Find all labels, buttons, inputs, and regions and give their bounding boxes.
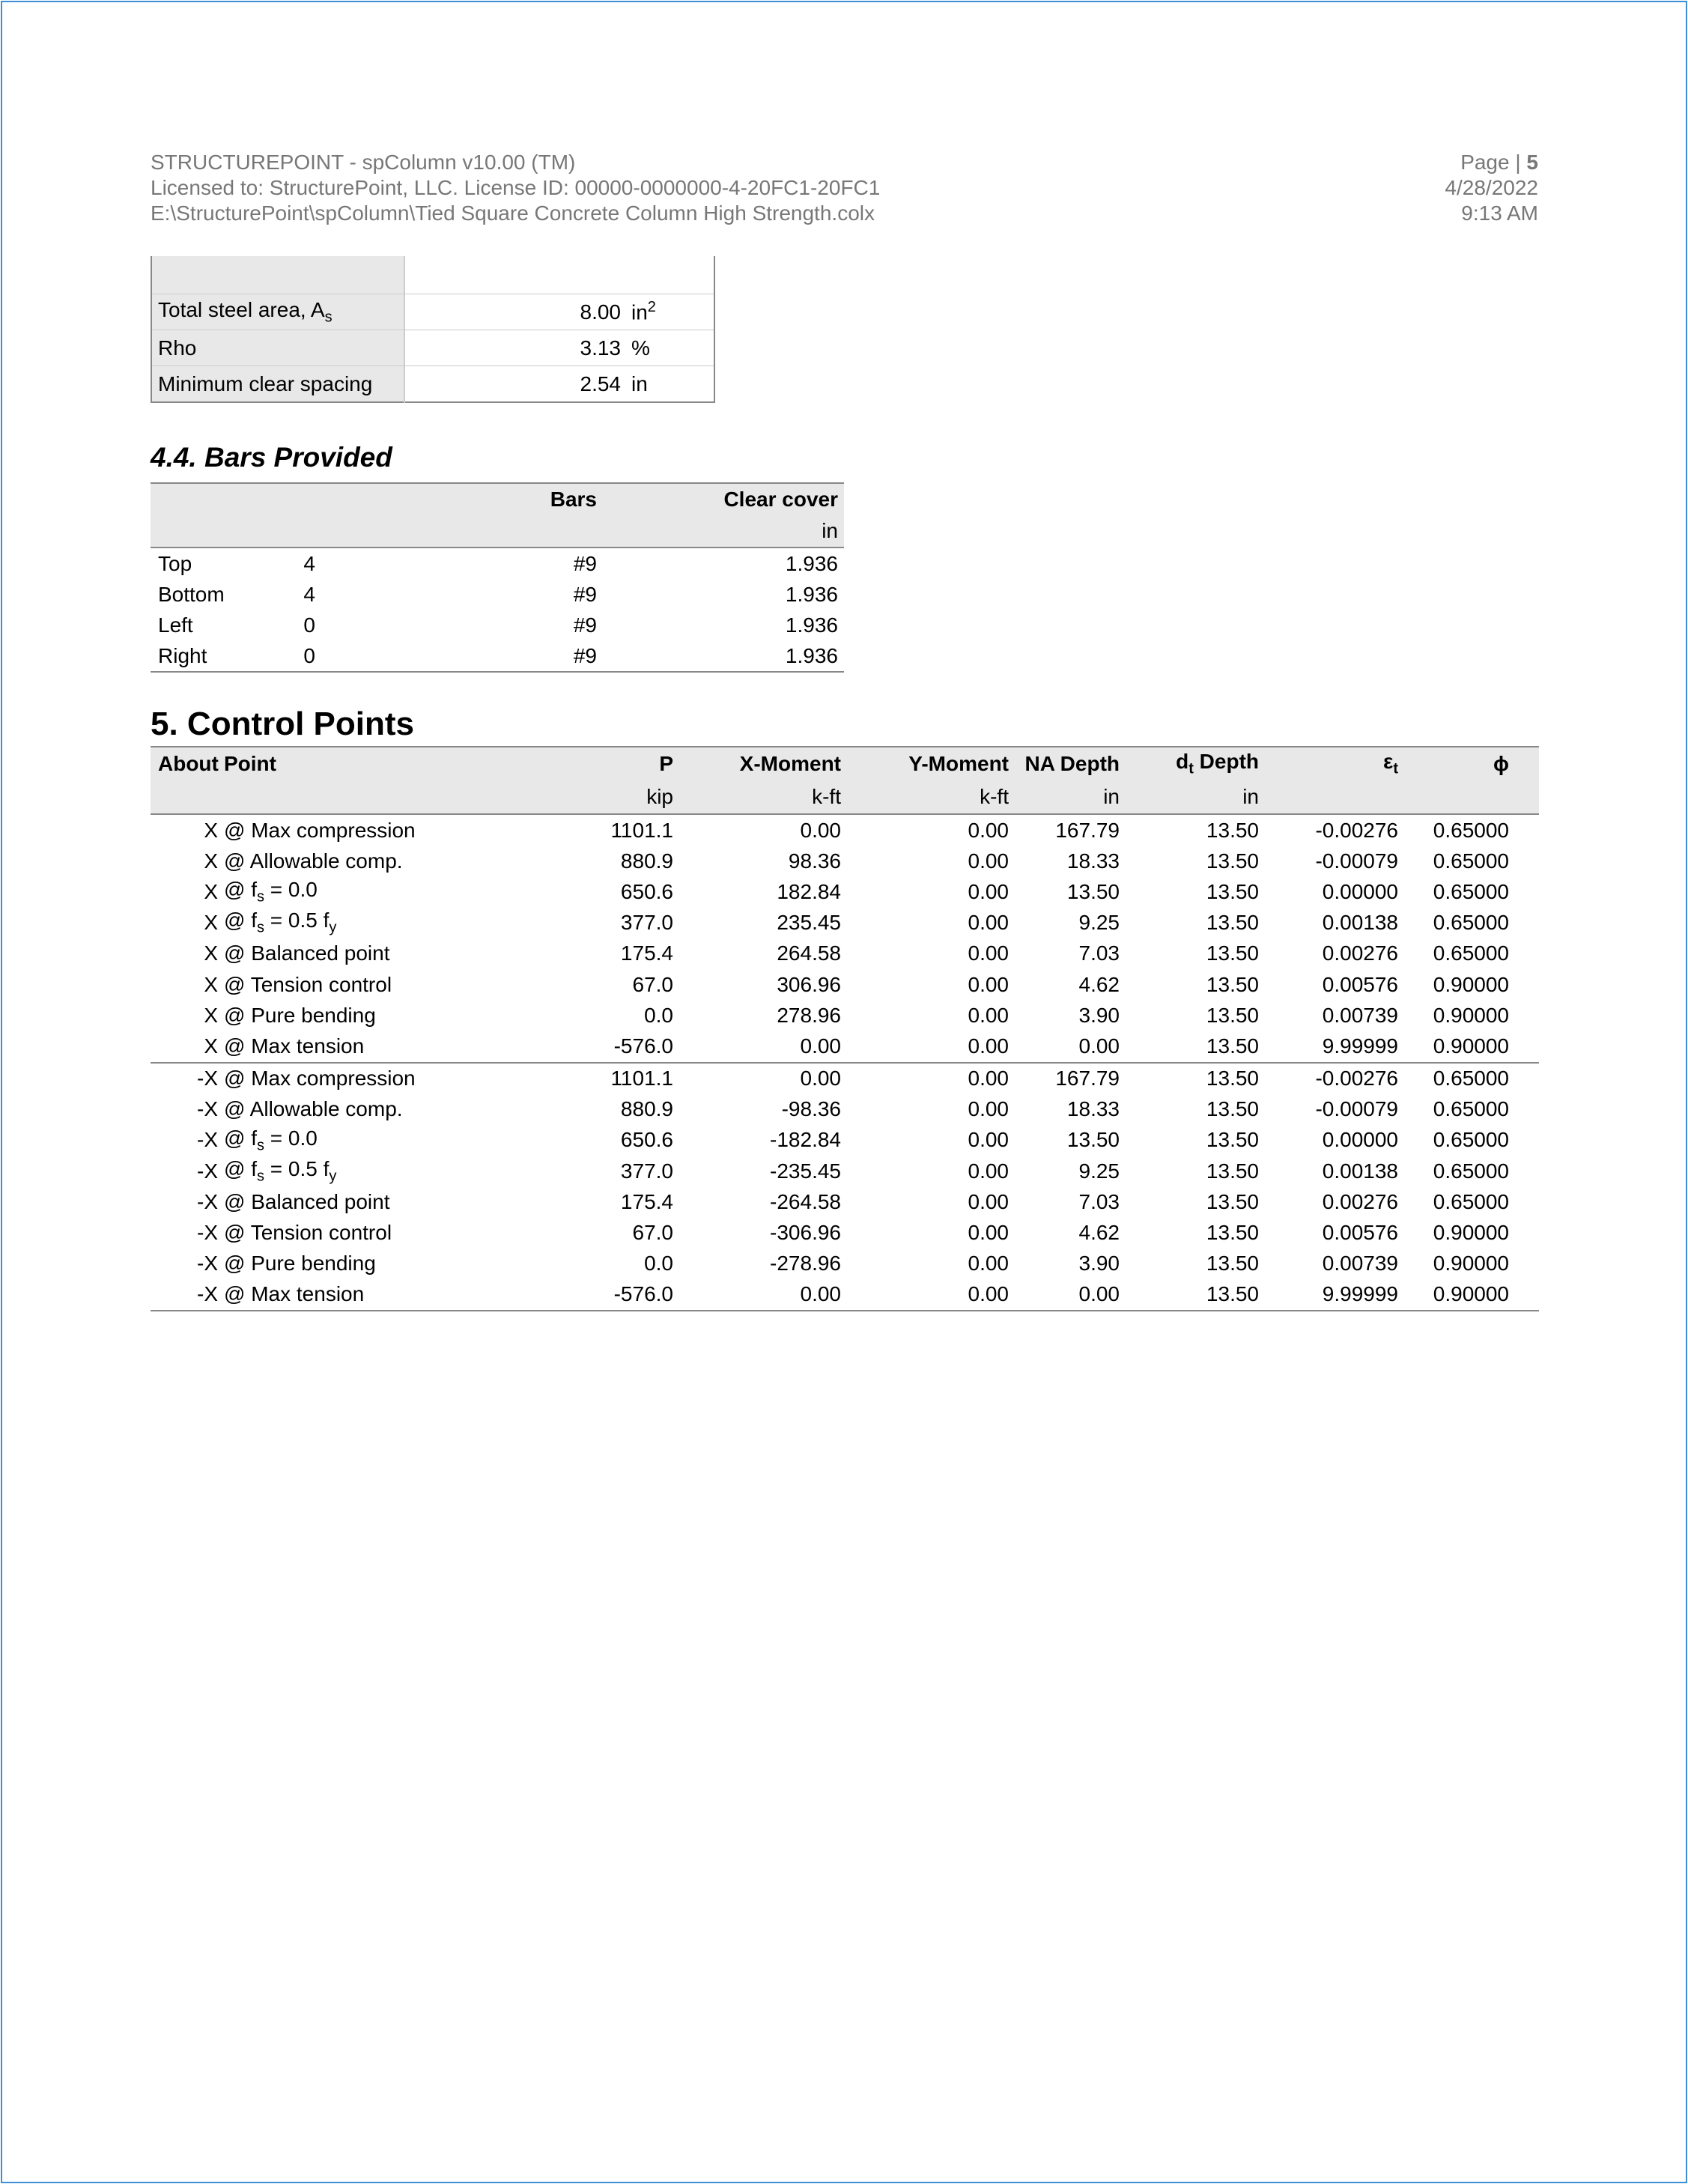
table-row: X @ Max compression 1101.1 0.00 0.00 167.79 13.50 -0.00276 0.65000 — [204, 818, 1509, 842]
table-row: X @ $f_s = 0.0$ 650.6 182.84 0.00 13.50 13.50 0.00000 0.65000 — [204, 878, 1509, 906]
table-row: Top 4 #9 1.936 — [158, 551, 838, 575]
bars-provided-heading: 4.4. Bars Provided — [151, 442, 392, 473]
table-row: Rho 3.13 % — [151, 330, 714, 366]
table-row: -X @ $f_s = 0.5$ $f_y$ 377.0 -235.45 0.00 9.25 13.50 0.00138 0.65000 — [197, 1156, 1509, 1185]
table-row: -X @ Max tension -576.0 0.00 0.00 0.00 13.50 9.99999 0.90000 — [197, 1282, 1509, 1306]
col-header-p: P — [419, 747, 673, 780]
table-row: Total steel area, $A_s$ 8.00 $in^2$ — [151, 294, 714, 330]
steel-summary-table — [151, 256, 715, 403]
report-header-right — [1445, 150, 1538, 226]
col-header-point: Point — [224, 747, 419, 780]
table-row: X @ $f_s = 0.5$ $f_y$ 377.0 235.45 0.00 9.25 13.50 0.00138 0.65000 — [204, 909, 1509, 936]
table-row: Left 0 #9 1.936 — [158, 613, 838, 637]
col-header-clear-cover: Clear cover — [597, 483, 844, 515]
table-row: Minimum clear spacing 2.54 in — [151, 366, 714, 403]
control-points-heading: 5. Control Points — [151, 706, 414, 742]
table-row: -X @ Allowable comp. 880.9 -98.36 0.00 18.33 13.50 -0.00079 0.65000 — [197, 1097, 1509, 1121]
report-header — [151, 150, 880, 226]
header-file-path: E:\StructurePoint\spColumn\Tied Square Concrete Column High Strength.colx — [151, 201, 875, 225]
table-row: X @ Max tension -576.0 0.00 0.00 0.00 13.50 9.99999 0.90000 — [204, 1034, 1509, 1058]
page-number: 5 — [1526, 151, 1538, 174]
col-header-dt-depth: $d_t$ Depth — [1120, 747, 1259, 780]
header-license: Licensed to: StructurePoint, LLC. License ID: 00000-0000000-4-20FC1-20FC1 — [151, 176, 881, 199]
table-row: X @ Pure bending 0.0 278.96 0.00 3.90 13.50 0.00739 0.90000 — [204, 1003, 1509, 1027]
col-header-na-depth: NA Depth — [1009, 747, 1120, 780]
table-row: -X @ Max compression 1101.1 0.00 0.00 167.79 13.50 -0.00276 0.65000 — [151, 1063, 1539, 1094]
col-header-bars: Bars — [428, 483, 597, 515]
table-row: -X @ $f_s = 0.0$ 650.6 -182.84 0.00 13.50 13.50 0.00000 0.65000 — [197, 1126, 1509, 1154]
table-row: Bottom 4 #9 1.936 — [158, 582, 838, 606]
header-time: 9:13 AM — [1461, 201, 1538, 225]
col-header-about: About — [151, 747, 224, 780]
table-row: Right 0 #9 1.936 — [158, 643, 838, 667]
col-header-x-moment: X-Moment — [673, 747, 841, 780]
col-header-y-moment: Y-Moment — [841, 747, 1009, 780]
header-program: STRUCTUREPOINT - spColumn v10.00 (TM) — [151, 151, 576, 174]
table-row: X @ Balanced point 175.4 264.58 0.00 7.03 13.50 0.00276 0.65000 — [204, 941, 1509, 965]
table-row: X @ Tension control 67.0 306.96 0.00 4.62 13.50 0.00576 0.90000 — [204, 972, 1509, 996]
col-header-epsilon-t: $\varepsilon_t$ — [1259, 747, 1398, 780]
table-row — [151, 256, 714, 294]
table-row: X @ Allowable comp. 880.9 98.36 0.00 18.33 13.50 -0.00079 0.65000 — [204, 849, 1509, 873]
table-row: -X @ Tension control 67.0 -306.96 0.00 4.62 13.50 0.00576 0.90000 — [197, 1221, 1509, 1245]
page-indicator: Page | 5 — [1460, 151, 1538, 174]
table-row: -X @ Pure bending 0.0 -278.96 0.00 3.90 13.50 0.00739 0.90000 — [197, 1252, 1509, 1275]
bars-provided-table: Bars Clear cover in Top 4 #9 1.936 Bottom 4 #9 1.936 Left 0 #9 1.936 Right 0 #9 1.936 — [151, 482, 844, 673]
table-row: -X @ Balanced point 175.4 -264.58 0.00 7.03 13.50 0.00276 0.65000 — [197, 1189, 1509, 1213]
header-date: 4/28/2022 — [1445, 176, 1538, 199]
col-header-phi: ϕ — [1398, 747, 1539, 780]
control-points-table: About Point P X-Moment Y-Moment NA Depth $d_t$ Depth $\varepsilon_t$ ϕ kip k-ft k-ft in in X @ Max compression 1101.1 0.00 0.00 167.79 13.50 -0.00276 0.65000 X @ Allowable comp. 880.9 98.36 0.00 18.33 13.50 -0.00079 0.65000 X @ $f_s = 0.0$ 650.6 182.84 0.00 13.50 13.50 0.00000 0.65000 X @ $f_s = 0.5$ $f_y$ 377.0 235.45 0.00 9.25 13.50 0.00138 0.65000 X @ Balanced point 175.4 264.58 0.00 7.03 13.50 0.00276 0.65000 X @ Tension control 67.0 306.96 0.00 4.62 13.50 0.00576 0.90000 X @ Pure bending 0.0 278.96 0.00 3.90 13.50 0.00739 0.90000 X @ Max tension -576.0 0.00 0.00 0.00 13.50 9.99999 0.90000 -X @ Max compression 1101.1 0.00 0.00 167.79 13.50 -0.00276 0.65000 -X @ Allowable comp. 880.9 -98.36 0.00 18.33 13.50 -0.00079 0.65000 -X @ $f_s = 0.0$ 650.6 -182.84 0.00 13.50 13.50 0.00000 0.65000 -X @ $f_s = 0.5$ $f_y$ 377.0 -235.45 0.00 9.25 13.50 0.00138 0.65000 -X @ Balanced point 175.4 -264.58 0.00 7.03 13.50 0.00276 0.65000 -X @ Tension control 67.0 -306.96 0.00 4.62 13.50 0.00576 0.90000 -X @ Pure bending 0.0 -278.96 0.00 3.90 13.50 0.00739 0.90000 -X @ Max tension -576.0 0.00 0.00 0.00 13.50 9.99999 0.90000 — [151, 746, 1539, 1311]
